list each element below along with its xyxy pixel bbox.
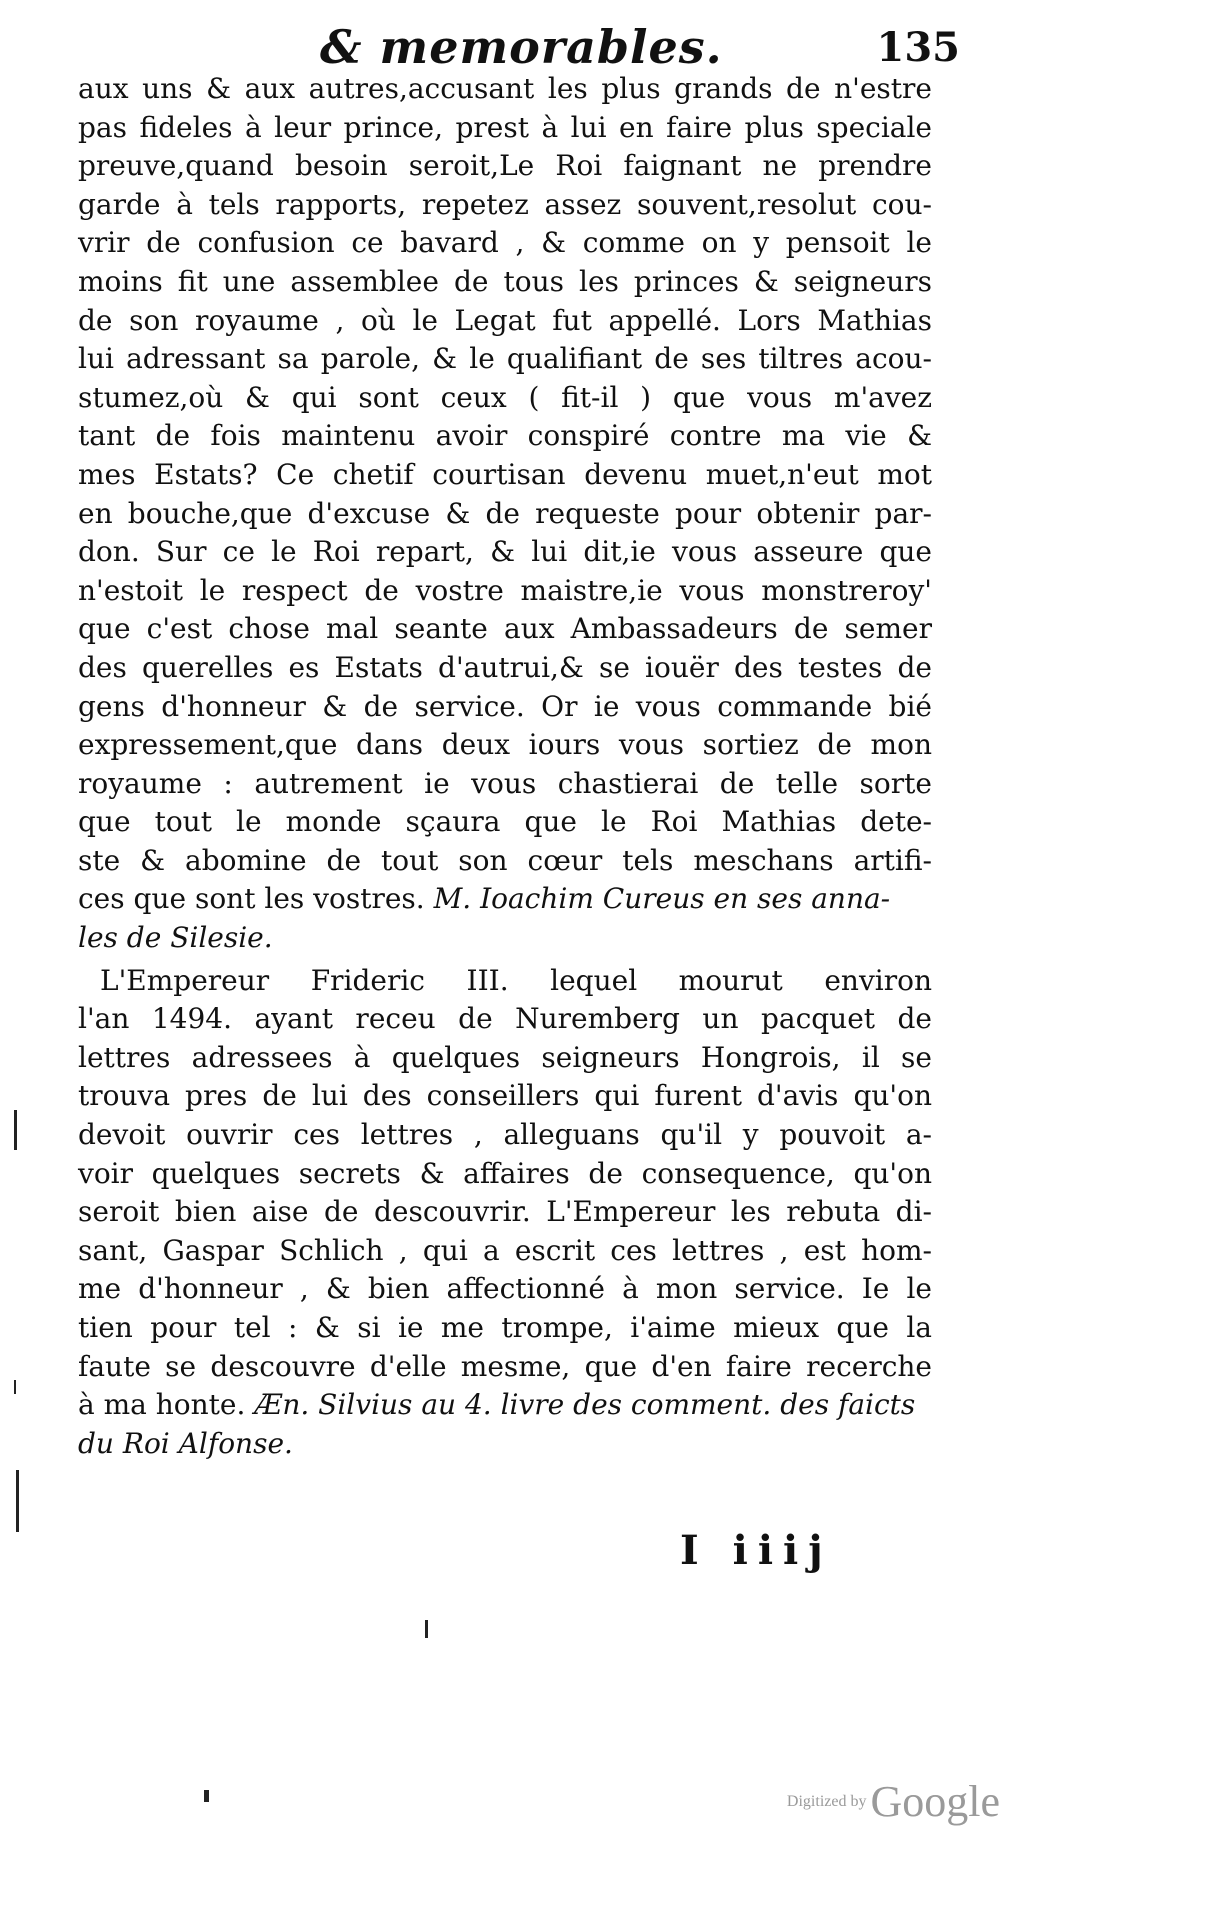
text-line: en bouche,que d'excuse & de requeste pour obtenir par- bbox=[78, 496, 932, 530]
signature-mark: I iiij bbox=[680, 1527, 833, 1574]
text-line: faute se descouvre d'elle mesme, que d'en faire recerche bbox=[78, 1349, 932, 1383]
text-line: moins fit une assemblee de tous les princes & seigneurs bbox=[78, 264, 932, 298]
text-line: à ma honte. bbox=[78, 1388, 246, 1422]
text-line: tien pour tel : & si ie me trompe, i'aime mieux que la bbox=[78, 1311, 932, 1344]
text-line: ces que sont les vostres. bbox=[78, 882, 425, 916]
text-line: que c'est chose mal seante aux Ambassadeurs de semer bbox=[78, 612, 932, 646]
digitized-watermark bbox=[787, 1776, 1000, 1827]
margin-artifact bbox=[425, 1620, 428, 1638]
paragraph-2 bbox=[78, 962, 932, 1464]
body-text bbox=[78, 70, 932, 1463]
citation: les de Silesie. bbox=[78, 921, 273, 955]
text-line: pas fideles à leur prince, prest à lui en faire plus speciale bbox=[78, 110, 932, 144]
text-line: stumez,où & qui sont ceux ( fit-il ) que vous m'avez bbox=[78, 380, 932, 414]
text-line: devoit ouvrir ces lettres , alleguans qu'il y pouvoit a- bbox=[78, 1118, 932, 1152]
text-line-with-citation bbox=[78, 880, 932, 919]
text-line: ste & abomine de tout son cœur tels meschans artifi- bbox=[78, 843, 932, 877]
text-line: expressement,que dans deux iours vous sortiez de mon bbox=[78, 728, 932, 762]
text-line: preuve,quand besoin seroit,Le Roi faignant ne prendre bbox=[78, 149, 932, 183]
citation: du Roi Alfonse. bbox=[78, 1426, 293, 1460]
text-line: lettres adressees à quelques seigneurs Hongrois, il se bbox=[78, 1040, 932, 1074]
text-line: des querelles es Estats d'autrui,& se iouër des testes de bbox=[78, 650, 932, 684]
text-line: vrir de confusion ce bavard , & comme on y pensoit le bbox=[78, 226, 932, 260]
text-line: mes Estats? Ce chetif courtisan devenu muet,n'eut mot bbox=[78, 457, 932, 491]
text-line: voir quelques secrets & affaires de consequence, qu'on bbox=[78, 1156, 932, 1190]
text-line: L'Empereur Frideric III. lequel mourut environ bbox=[100, 963, 932, 997]
paragraph-1 bbox=[78, 70, 932, 958]
watermark-prefix: Digitized by bbox=[786, 1792, 867, 1810]
margin-artifact bbox=[14, 1110, 17, 1150]
text-line: gens d'honneur & de service. Or ie vous commande bié bbox=[78, 689, 932, 723]
text-line: de son royaume , où le Legat fut appellé. Lors Mathias bbox=[78, 303, 932, 337]
text-line: me d'honneur , & bien affectionné à mon service. Ie le bbox=[78, 1272, 932, 1306]
text-line: aux uns & aux autres,accusant les plus grands de n'estre bbox=[78, 72, 932, 105]
text-line: royaume : autrement ie vous chastierai de telle sorte bbox=[78, 766, 932, 800]
google-logo: Google bbox=[870, 1777, 1000, 1826]
page-number: 135 bbox=[876, 24, 960, 71]
citation: Æn. Silvius au 4. livre des comment. des faicts bbox=[254, 1388, 916, 1422]
text-line: don. Sur ce le Roi repart, & lui dit,ie vous asseure que bbox=[78, 535, 932, 569]
margin-artifact bbox=[16, 1470, 19, 1532]
text-line-with-citation bbox=[78, 1386, 932, 1425]
text-line: que tout le monde sçaura que le Roi Mathias dete- bbox=[78, 805, 932, 839]
margin-artifact bbox=[14, 1380, 16, 1394]
citation: M. Ioachim Cureus en ses anna- bbox=[433, 882, 891, 916]
text-line: trouva pres de lui des conseillers qui furent d'avis qu'on bbox=[78, 1079, 932, 1113]
text-line: n'estoit le respect de vostre maistre,ie vous monstreroy' bbox=[78, 573, 932, 607]
text-line: garde à tels rapports, repetez assez souvent,resolut cou- bbox=[78, 187, 932, 221]
text-line: l'an 1494. ayant receu de Nuremberg un pacquet de bbox=[78, 1002, 932, 1036]
text-line: tant de fois maintenu avoir conspiré contre ma vie & bbox=[78, 419, 932, 453]
text-line: lui adressant sa parole, & le qualifiant de ses tiltres acou- bbox=[78, 342, 932, 376]
margin-artifact bbox=[204, 1790, 209, 1802]
text-line: seroit bien aise de descouvrir. L'Empereur les rebuta di- bbox=[78, 1195, 932, 1229]
text-line: sant, Gaspar Schlich , qui a escrit ces lettres , est hom- bbox=[78, 1233, 932, 1267]
running-title: & memorables. bbox=[320, 20, 723, 74]
